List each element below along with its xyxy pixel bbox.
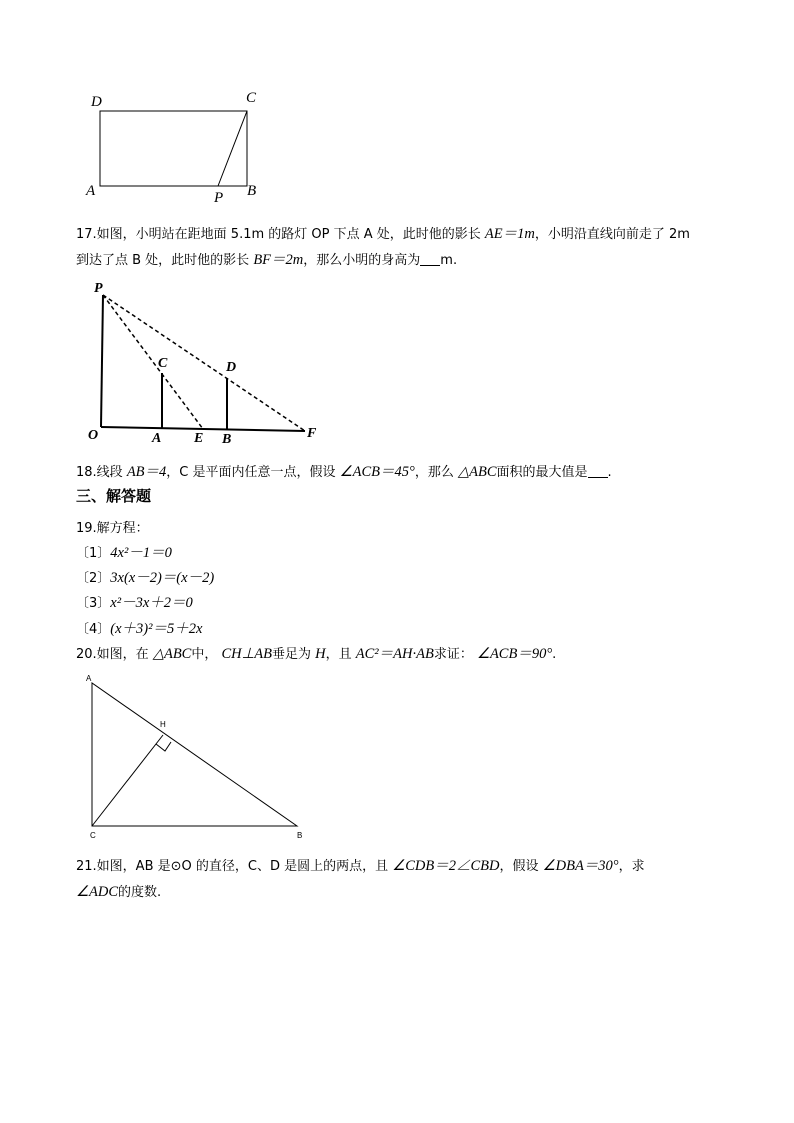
q17-line-2: 到达了点 B 处，此时他的影长 BF＝2m，那么小明的身高为 m.: [76, 252, 458, 268]
label-b: B: [247, 183, 257, 199]
q21-line-1: 21.如图，AB 是⊙O 的直径，C、D 是圆上的两点，且 ∠CDB＝2∠CBD，假设 ∠DBA＝30°，求: [76, 858, 645, 874]
label-b: B: [222, 432, 232, 447]
q19-part-1: 〔1〕4x²－1＝0: [76, 545, 172, 561]
q17-line-1: 17.如图，小明站在距地面 5.1m 的路灯 OP 下点 A 处，此时他的影长 AE＝1m，小明沿直线向前走了 2m: [76, 226, 690, 242]
label-a: A: [152, 431, 162, 446]
section-heading: 三、解答题: [76, 487, 152, 505]
label-a: A: [86, 674, 92, 683]
label-p: P: [94, 281, 103, 296]
q20-line: 20.如图，在 △ABC中， CH⊥AB垂足为 H，且 AC²＝AH·AB求证： ∠ACB＝90°.: [76, 646, 557, 662]
label-d: D: [226, 360, 237, 375]
label-p: P: [214, 190, 224, 206]
altitude-ch: [92, 735, 163, 826]
label-e: E: [194, 431, 204, 446]
q18-line: 18.线段 AB＝4，C 是平面内任意一点，假设 ∠ACB＝45°，那么 △ABC面积的最大值是 .: [76, 464, 612, 480]
label-f: F: [307, 426, 317, 441]
label-o: O: [88, 428, 99, 443]
q19-part-2: 〔2〕3x(x－2)＝(x－2): [76, 570, 215, 586]
q19-title: 19.解方程：: [76, 521, 149, 536]
label-h: H: [160, 720, 166, 729]
q21-line-2: ∠ADC的度数.: [76, 884, 162, 900]
triangle-abc: [92, 683, 297, 826]
right-angle-mark: [156, 742, 171, 751]
q19-part-3: 〔3〕x²－3x＋2＝0: [76, 595, 193, 611]
label-c: C: [90, 831, 96, 840]
q19-part-4: 〔4〕(x＋3)²＝5＋2x: [76, 621, 203, 637]
label-c: C: [246, 90, 257, 106]
label-c: C: [158, 356, 168, 371]
label-d: D: [91, 94, 102, 110]
label-a: A: [86, 183, 96, 199]
label-b: B: [297, 831, 303, 840]
